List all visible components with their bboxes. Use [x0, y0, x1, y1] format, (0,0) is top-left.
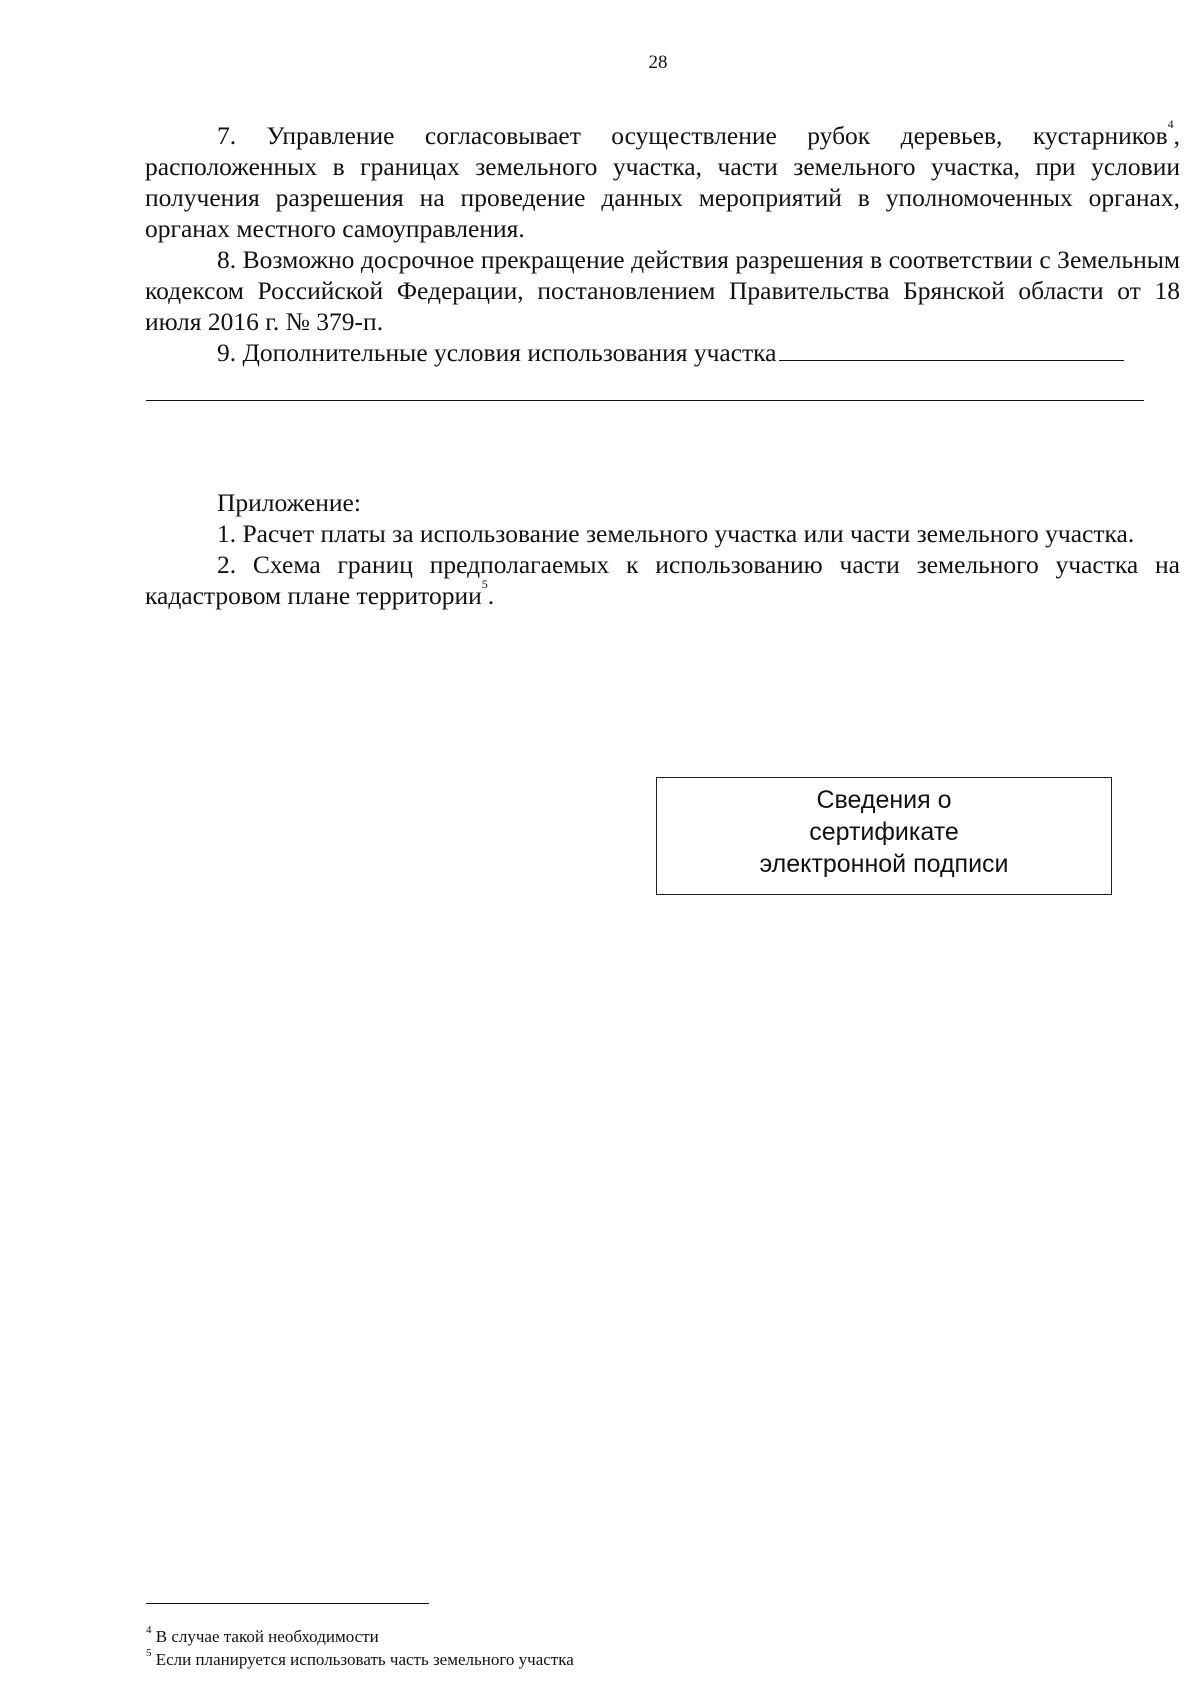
certificate-box-line-2: сертификате	[809, 818, 959, 846]
footnote-separator	[146, 1603, 429, 1604]
appendix-item-1-text: 1. Расчет платы за использование земельного участка или части земельного участка.	[217, 519, 1135, 548]
additional-conditions-blank-line	[779, 338, 1124, 361]
certificate-box-line-1: Сведения о	[816, 786, 952, 814]
item-9-paragraph	[145, 337, 1180, 368]
conditions-text	[145, 117, 1180, 368]
footnote-5	[146, 1648, 574, 1671]
footnotes	[146, 1625, 574, 1671]
footnote-4	[146, 1625, 574, 1648]
footnote-4-mark: 4	[146, 1624, 152, 1636]
certificate-box-line-3: электронной подписи	[759, 850, 1009, 878]
appendix-item-2-text-end: .	[487, 581, 495, 610]
footnote-5-text: Если планируется использовать часть земельного участка	[155, 1650, 574, 1669]
additional-conditions-blank-line-2	[146, 400, 1144, 401]
footnote-4-text: В случае такой необходимости	[155, 1627, 379, 1646]
appendix-item-2	[145, 549, 1180, 611]
certificate-info-box	[656, 777, 1112, 895]
appendix-section	[145, 487, 1180, 611]
footnote-ref-4: 4	[1167, 117, 1174, 131]
appendix-item-2-text: 2. Схема границ предполагаемых к использованию части земельного участка на кадастровом плане территории	[145, 550, 1180, 610]
item-7-paragraph	[145, 117, 1180, 244]
footnote-ref-5: 5	[481, 577, 488, 591]
page-number: 28	[648, 52, 668, 73]
item-7-text: 7. Управление согласовывает осуществление рубок деревьев, кустарников	[217, 121, 1168, 150]
item-7-text-continued: , расположенных в границах земельного участка, части земельного участка, при условии получения разрешения на проведение данных мероприятий в уполномоченных органах, органах местного самоуправления.	[145, 121, 1180, 243]
appendix-item-1	[145, 518, 1180, 549]
appendix-title: Приложение:	[217, 488, 361, 517]
item-8-paragraph	[145, 244, 1180, 337]
item-9-text: 9. Дополнительные условия использования участка	[217, 338, 777, 367]
item-8-text: 8. Возможно досрочное прекращение действия разрешения в соответствии с Земельным кодексом Российской Федерации, постановлением Правительства Брянской области от 18 июля 2016 г. № 379-п.	[145, 245, 1180, 336]
footnote-5-mark: 5	[146, 1647, 152, 1659]
